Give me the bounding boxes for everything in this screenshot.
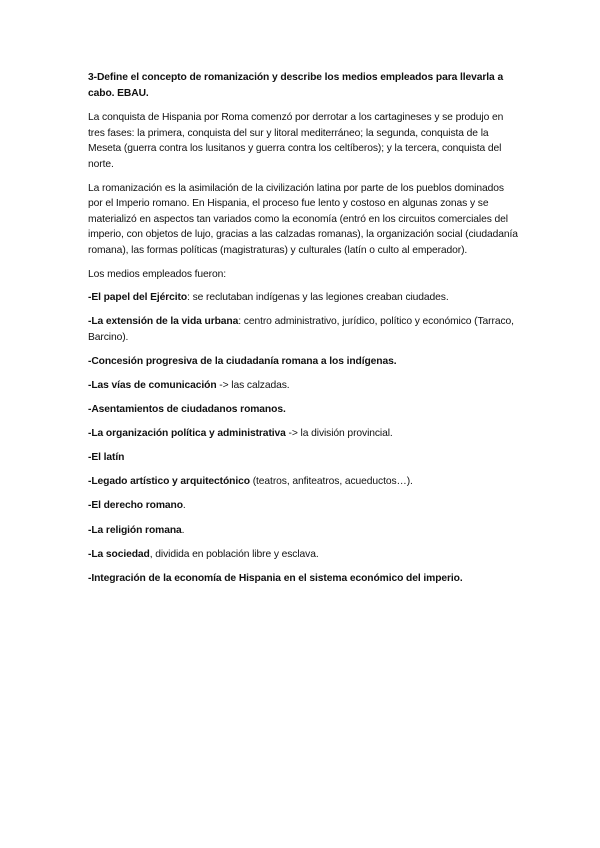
list-item xyxy=(88,378,518,394)
list-item-bold: -Concesión progresiva de la ciudadanía romana a los indígenas. xyxy=(88,355,397,367)
list-item xyxy=(88,426,518,442)
list-item-text: : se reclutaban indígenas y las legiones creaban ciudades. xyxy=(187,292,449,304)
list-item-bold: -Asentamientos de ciudadanos romanos. xyxy=(88,404,286,416)
document-title: 3-Define el concepto de romanización y describe los medios empleados para llevarla a cabo. EBAU. xyxy=(88,72,504,99)
paragraph-conquest: La conquista de Hispania por Roma comenzó por derrotar a los cartagineses y se produjo en tres fases: la primera, conquista del sur y litoral mediterráneo; la segunda, conquista de la Meseta (guerra contra los lusitanos y guerra contra los celtíberos); y la tercera, conquista del norte. xyxy=(88,112,504,170)
list-item-bold: -Las vías de comunicación xyxy=(88,380,217,391)
list-item xyxy=(88,474,518,490)
list-item-bold: -El papel del Ejército xyxy=(88,292,188,304)
list-item-text: -> la división provincial. xyxy=(285,428,393,440)
list-item xyxy=(88,290,518,306)
list-item xyxy=(88,498,518,514)
list-item xyxy=(88,354,518,370)
paragraph-means-intro: Los medios empleados fueron: xyxy=(88,268,227,280)
list-item-bold: -La organización política y administrativa xyxy=(88,428,286,440)
list-item-text: (teatros, anfiteatros, acueductos…). xyxy=(249,476,413,488)
list-item xyxy=(88,450,518,466)
list-item-bold: -La religión romana xyxy=(88,524,182,536)
list-item-bold: -El latín xyxy=(88,452,125,464)
list-item-bold: -El derecho romano xyxy=(88,500,183,512)
list-item xyxy=(88,402,518,418)
list-item-bold: -La extensión de la vida urbana xyxy=(88,316,239,328)
list-item xyxy=(88,523,518,539)
list-item-text: . xyxy=(182,500,186,512)
list-item-text: : centro administrativo, jurídico, político y económico (Tarraco, Barcino). xyxy=(88,316,514,343)
list-item-text: , dividida en población libre y esclava. xyxy=(149,548,319,560)
list-item-bold: -La sociedad xyxy=(88,548,150,560)
list-item xyxy=(88,314,518,345)
list-item-text: -> las calzadas. xyxy=(216,380,290,391)
list-item xyxy=(88,571,518,587)
list-item xyxy=(88,547,518,563)
list-item-bold: -Integración de la economía de Hispania en el sistema económico del imperio. xyxy=(88,572,463,584)
paragraph-romanization: La romanización es la asimilación de la civilización latina por parte de los pueblos dominados por el Imperio romano. En Hispania, el proceso fue lento y costoso en algunas zonas y se materializó en aspectos tan variados como la economía (entró en los circuitos comerciales del imperio, con objetos de lujo, gracias a las calzadas romanas), la organización social (ciudadanía romana), las formas políticas (magistraturas) y culturales (latín o culto al emperador). xyxy=(88,182,518,256)
list-item-text: . xyxy=(181,524,185,536)
document-page xyxy=(88,70,518,595)
list-item-bold: -Legado artístico y arquitectónico xyxy=(88,476,250,488)
